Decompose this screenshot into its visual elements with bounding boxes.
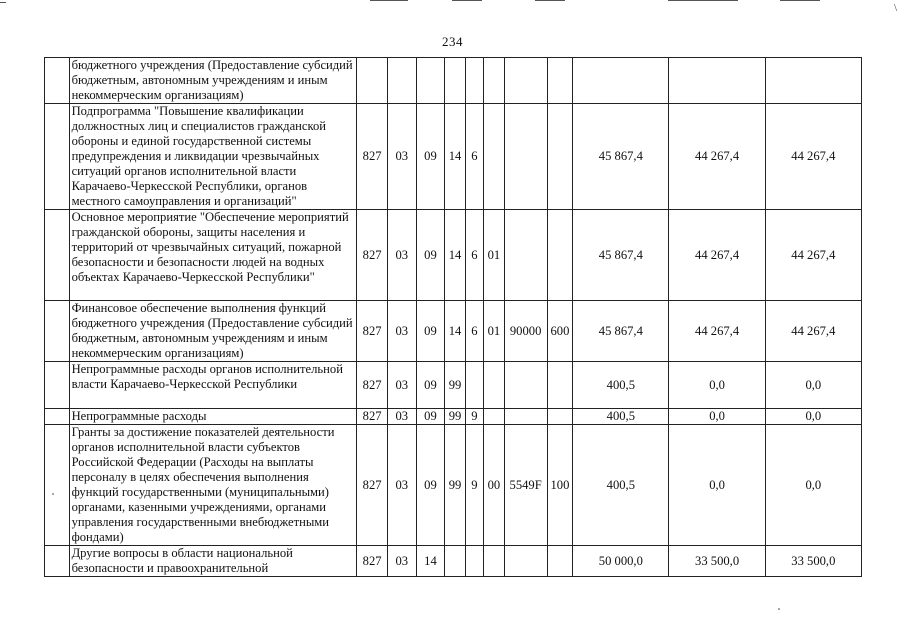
row-blank-cell <box>45 425 70 546</box>
sum-year-1-cell: 45 867,4 <box>573 301 669 362</box>
rz-cell: 03 <box>387 301 416 362</box>
table-row <box>45 362 862 409</box>
sum-year-2-cell <box>669 58 765 104</box>
scan-dot <box>778 608 780 610</box>
event-code-cell <box>484 58 504 104</box>
pr-cell: 14 <box>416 546 445 577</box>
vr-cell <box>547 362 573 409</box>
rz-cell <box>387 58 416 104</box>
sum-year-1-cell: 400,5 <box>573 362 669 409</box>
subprogram-code-cell: 6 <box>465 210 483 301</box>
event-code-cell: 01 <box>484 210 504 301</box>
row-name: Непрограммные расходы органов исполнительной власти Карачаево-Черкесской Республики <box>69 362 357 409</box>
pr-cell: 09 <box>416 409 445 425</box>
scan-artifact <box>0 2 6 3</box>
event-code-cell <box>484 104 504 210</box>
sum-year-1-cell: 45 867,4 <box>573 104 669 210</box>
sum-year-1-cell <box>573 58 669 104</box>
table-row <box>45 546 862 577</box>
sum-year-2-cell: 44 267,4 <box>669 301 765 362</box>
event-code-cell <box>484 546 504 577</box>
page-number: 234 <box>442 34 463 49</box>
sum-year-3-cell <box>765 58 861 104</box>
program-code-cell: 99 <box>445 425 465 546</box>
event-code-cell: 00 <box>484 425 504 546</box>
sum-year-2-cell: 44 267,4 <box>669 210 765 301</box>
direction-code-cell <box>504 104 547 210</box>
sum-year-3-cell: 44 267,4 <box>765 104 861 210</box>
sum-year-2-cell: 0,0 <box>669 362 765 409</box>
sum-year-1-cell: 400,5 <box>573 425 669 546</box>
row-name: Гранты за достижение показателей деятельности органов исполнительной власти субъектов Российской Федерации (Расходы на выплаты персоналу в целях обеспечения выполнения функций государственными (муниципальными) органами, казенными учреждениями, органами управления государственными внебюджетными фондами) <box>69 425 357 546</box>
scan-dot <box>52 493 54 495</box>
rz-cell: 03 <box>387 425 416 546</box>
table-row <box>45 104 862 210</box>
row-blank-cell <box>45 58 70 104</box>
ved-cell: 827 <box>357 210 388 301</box>
table-row <box>45 210 862 301</box>
sum-year-3-cell: 44 267,4 <box>765 301 861 362</box>
rz-cell: 03 <box>387 210 416 301</box>
row-blank-cell <box>45 546 70 577</box>
sum-year-1-cell: 400,5 <box>573 409 669 425</box>
program-code-cell: 14 <box>445 104 465 210</box>
subprogram-code-cell: 6 <box>465 104 483 210</box>
ved-cell: 827 <box>357 409 388 425</box>
ved-cell <box>357 58 388 104</box>
direction-code-cell: 5549F <box>504 425 547 546</box>
vr-cell <box>547 210 573 301</box>
row-name: бюджетного учреждения (Предоставление субсидий бюджетным, автономным учреждениям и иным некоммерческим организациям) <box>69 58 357 104</box>
pr-cell: 09 <box>416 362 445 409</box>
vr-cell <box>547 104 573 210</box>
sum-year-3-cell: 0,0 <box>765 425 861 546</box>
direction-code-cell <box>504 210 547 301</box>
sum-year-2-cell: 33 500,0 <box>669 546 765 577</box>
sum-year-2-cell: 0,0 <box>669 425 765 546</box>
pr-cell <box>416 58 445 104</box>
sum-year-3-cell: 0,0 <box>765 362 861 409</box>
pr-cell: 09 <box>416 210 445 301</box>
rz-cell: 03 <box>387 104 416 210</box>
row-name: Непрограммные расходы <box>69 409 357 425</box>
direction-code-cell: 90000 <box>504 301 547 362</box>
program-code-cell: 99 <box>445 362 465 409</box>
sum-year-1-cell: 45 867,4 <box>573 210 669 301</box>
row-name: Основное мероприятие "Обеспечение мероприятий гражданской обороны, защиты населения и территорий от чрезвычайных ситуаций, пожарной безопасности и безопасности людей на водных объектах Карачаево-Черкесской Республики" <box>69 210 357 301</box>
subprogram-code-cell: 9 <box>465 409 483 425</box>
pr-cell: 09 <box>416 301 445 362</box>
rz-cell: 03 <box>387 546 416 577</box>
subprogram-code-cell <box>465 362 483 409</box>
corner-mark: \ <box>893 2 897 14</box>
pr-cell: 09 <box>416 104 445 210</box>
subprogram-code-cell <box>465 546 483 577</box>
table-row <box>45 425 862 546</box>
scan-artifact <box>780 0 820 1</box>
row-name: Финансовое обеспечение выполнения функций бюджетного учреждения (Предоставление субсидий бюджетным, автономным учреждениям и иным некоммерческим организациям) <box>69 301 357 362</box>
row-blank-cell <box>45 301 70 362</box>
table-row <box>45 58 862 104</box>
ved-cell: 827 <box>357 425 388 546</box>
sum-year-3-cell: 44 267,4 <box>765 210 861 301</box>
subprogram-code-cell: 6 <box>465 301 483 362</box>
row-blank-cell <box>45 409 70 425</box>
table-row <box>45 301 862 362</box>
budget-table <box>44 57 862 577</box>
ved-cell: 827 <box>357 104 388 210</box>
sum-year-3-cell: 0,0 <box>765 409 861 425</box>
sum-year-3-cell: 33 500,0 <box>765 546 861 577</box>
event-code-cell <box>484 362 504 409</box>
row-name: Другие вопросы в области национальной безопасности и правоохранительной <box>69 546 357 577</box>
row-blank-cell <box>45 104 70 210</box>
vr-cell <box>547 58 573 104</box>
vr-cell: 100 <box>547 425 573 546</box>
scan-artifact <box>452 0 482 1</box>
sum-year-2-cell: 0,0 <box>669 409 765 425</box>
vr-cell <box>547 409 573 425</box>
event-code-cell <box>484 409 504 425</box>
scan-artifact <box>370 0 408 1</box>
vr-cell: 600 <box>547 301 573 362</box>
program-code-cell <box>445 58 465 104</box>
vr-cell <box>547 546 573 577</box>
direction-code-cell <box>504 362 547 409</box>
program-code-cell: 99 <box>445 409 465 425</box>
ved-cell: 827 <box>357 362 388 409</box>
sum-year-1-cell: 50 000,0 <box>573 546 669 577</box>
scan-artifact <box>535 0 565 1</box>
row-blank-cell <box>45 362 70 409</box>
subprogram-code-cell: 9 <box>465 425 483 546</box>
rz-cell: 03 <box>387 362 416 409</box>
ved-cell: 827 <box>357 546 388 577</box>
program-code-cell: 14 <box>445 210 465 301</box>
program-code-cell <box>445 546 465 577</box>
event-code-cell: 01 <box>484 301 504 362</box>
subprogram-code-cell <box>465 58 483 104</box>
pr-cell: 09 <box>416 425 445 546</box>
sum-year-2-cell: 44 267,4 <box>669 104 765 210</box>
row-name: Подпрограмма "Повышение квалификации должностных лиц и специалистов гражданской обороны и единой государственной системы предупреждения и ликвидации чрезвычайных ситуаций органов исполнительной власти Карачаево-Черкесской Республики, органов местного самоуправления и организаций" <box>69 104 357 210</box>
scan-artifact <box>668 0 738 1</box>
ved-cell: 827 <box>357 301 388 362</box>
program-code-cell: 14 <box>445 301 465 362</box>
table-row <box>45 409 862 425</box>
row-blank-cell <box>45 210 70 301</box>
direction-code-cell <box>504 409 547 425</box>
rz-cell: 03 <box>387 409 416 425</box>
direction-code-cell <box>504 58 547 104</box>
direction-code-cell <box>504 546 547 577</box>
